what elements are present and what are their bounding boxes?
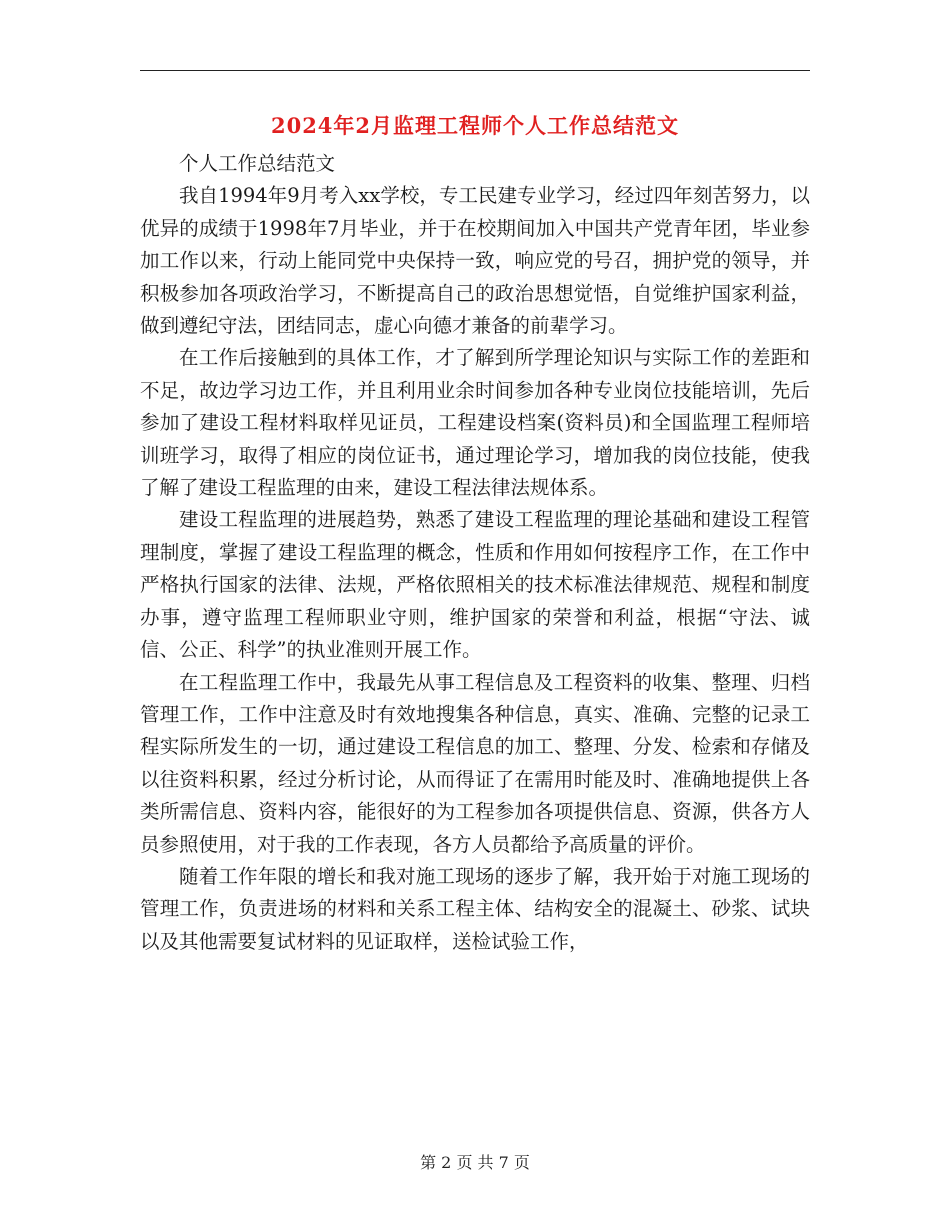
- document-title: 2024年2月监理工程师个人工作总结范文: [270, 113, 680, 138]
- paragraph: 在工程监理工作中，我最先从事工程信息及工程资料的收集、整理、归档管理工作，工作中注意及时有效地搜集各种信息，真实、准确、完整的记录工程实际所发生的一切，通过建设工程信息的加工、整理、分发、检索和存储及以往资料积累，经过分析讨论，从而得证了在需用时能及时、准确地提供上各类所需信息、资料内容，能很好的为工程参加各项提供信息、资源，供各方人员参照使用，对于我的工作表现，各方人员都给予高质量的评价。: [140, 670, 810, 856]
- header-rule: [140, 70, 810, 71]
- paragraph: 随着工作年限的增长和我对施工现场的逐步了解，我开始于对施工现场的管理工作，负责进场的材料和关系工程主体、结构安全的混凝土、砂浆、试块以及其他需要复试材料的见证取样，送检试验工作，: [140, 864, 810, 953]
- footer-mid: 页 共: [456, 1153, 494, 1172]
- footer-page-number: 2: [441, 1153, 452, 1172]
- footer-page-total: 7: [498, 1153, 509, 1172]
- paragraph: 建设工程监理的进展趋势，熟悉了建设工程监理的理论基础和建设工程管理制度，掌握了建设工程监理的概念，性质和作用如何按程序工作，在工作中严格执行国家的法律、法规，严格依照相关的技术标准法律规范、规程和制度办事，遵守监理工程师职业守则，维护国家的荣誉和利益，根据“守法、诚信、公正、科学”的执业准则开展工作。: [140, 508, 810, 662]
- paragraph: 我自1994年9月考入xx学校，专工民建专业学习，经过四年刻苦努力，以优异的成绩于1998年7月毕业，并于在校期间加入中国共产党青年团，毕业参加工作以来，行动上能同党中央保持一致，响应党的号召，拥护党的领导，并积极参加各项政治学习，不断提高自己的政治思想觉悟，自觉维护国家利益，做到遵纪守法，团结同志，虚心向德才兼备的前辈学习。: [140, 184, 810, 338]
- footer-prefix: 第: [420, 1153, 437, 1172]
- footer-suffix: 页: [513, 1153, 530, 1172]
- document-body: [140, 148, 810, 958]
- paragraph: 在工作后接触到的具体工作，才了解到所学理论知识与实际工作的差距和不足，故边学习边工作，并且利用业余时间参加各种专业岗位技能培训，先后参加了建设工程材料取样见证员，工程建设档案(资料员)和全国监理工程师培训班学习，取得了相应的岗位证书，通过理论学习，增加我的岗位技能，使我了解了建设工程监理的由来，建设工程法律法规体系。: [140, 346, 810, 500]
- paragraph-subtitle: 个人工作总结范文: [179, 152, 336, 175]
- page-footer: [140, 1150, 810, 1173]
